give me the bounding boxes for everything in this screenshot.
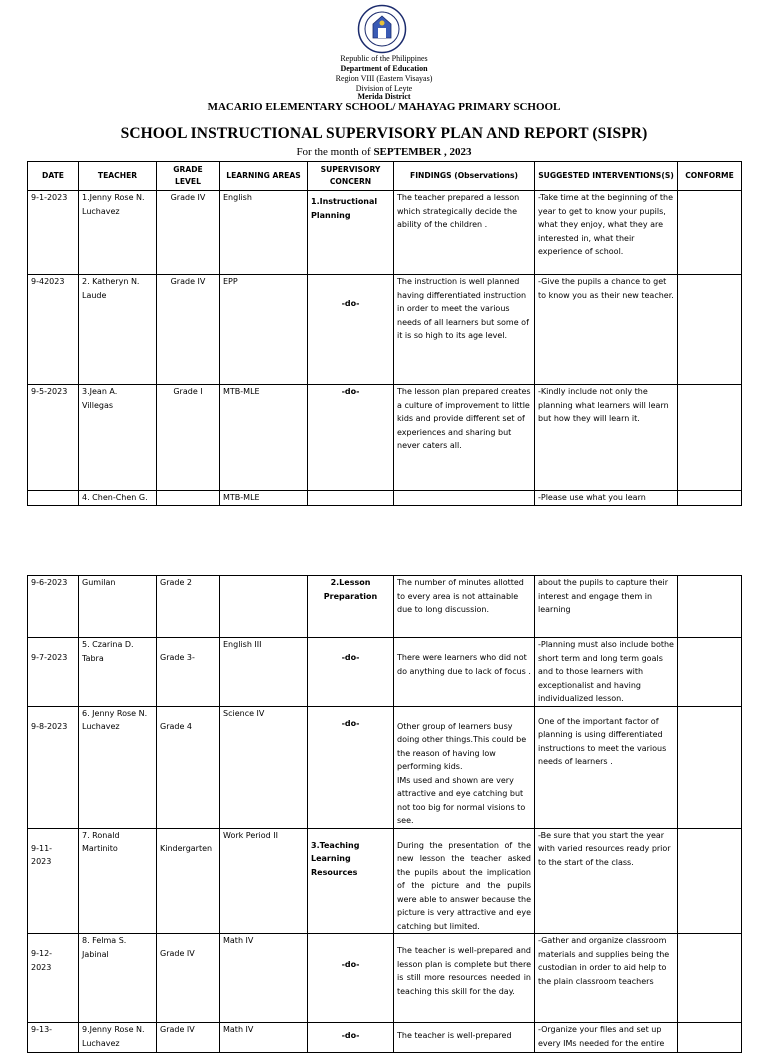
cell-teacher: 5. Czarina D. Tabra <box>79 638 157 707</box>
table-header-row <box>28 162 742 191</box>
cell-grade: Grade I <box>157 385 220 491</box>
cell-concern: -do- <box>308 385 394 491</box>
cell-teacher: 4. Chen-Chen G. <box>79 491 157 506</box>
district-line: Merida District <box>357 92 411 101</box>
table-row <box>28 191 742 275</box>
cell-interventions: -Gather and organize classroom materials and supplies being the custodian in order to aid help to the plain classroom teachers <box>535 934 678 1023</box>
cell-date: 9-1-2023 <box>28 191 79 275</box>
col-header-findings: FINDINGS (Observations) <box>394 162 535 191</box>
cell-concern: -do- <box>308 275 394 385</box>
cell-area <box>220 576 308 638</box>
cell-concern: -do- <box>308 1023 394 1053</box>
cell-area: English <box>220 191 308 275</box>
table-body-page-1 <box>28 191 742 506</box>
cell-conforme <box>678 828 742 934</box>
table-row <box>28 576 742 638</box>
cell-area: Work Period II <box>220 828 308 934</box>
cell-findings: The teacher is well-prepared and lesson plan is complete but there is still more resources needed in teaching this skill for the day. <box>394 934 535 1023</box>
sispr-table-page-2 <box>27 575 742 1053</box>
cell-teacher: 3.Jean A. Villegas <box>79 385 157 491</box>
department-line: Department of Education <box>340 64 428 73</box>
cell-area: EPP <box>220 275 308 385</box>
cell-interventions: -Be sure that you start the year with varied resources ready prior to the start of the class. <box>535 828 678 934</box>
cell-concern: -do- <box>308 934 394 1023</box>
cell-teacher: 8. Felma S. Jabinal <box>79 934 157 1023</box>
republic-line: Republic of the Philippines <box>340 54 428 63</box>
cell-date <box>28 491 79 506</box>
cell-teacher: 7. Ronald Martinito <box>79 828 157 934</box>
report-title: SCHOOL INSTRUCTIONAL SUPERVISORY PLAN AND REPORT (SISPR) <box>120 125 648 142</box>
cell-teacher: Gumilan <box>79 576 157 638</box>
cell-teacher: 6. Jenny Rose N. Luchavez <box>79 706 157 828</box>
cell-date: 9-12- 2023 <box>28 934 79 1023</box>
col-header-supervisory-concern: SUPERVISORY CONCERN <box>308 162 394 191</box>
cell-findings: There were learners who did not do anything due to lack of focus . <box>394 638 535 707</box>
col-header-learning-areas: LEARNING AREAS <box>220 162 308 191</box>
col-header-teacher: TEACHER <box>79 162 157 191</box>
table-row <box>28 706 742 828</box>
cell-grade: Grade IV <box>157 1023 220 1053</box>
cell-area: MTB-MLE <box>220 385 308 491</box>
cell-grade: Kindergarten <box>157 828 220 934</box>
col-header-interventions: SUGGESTED INTERVENTIONS(S) <box>535 162 678 191</box>
cell-area: Math IV <box>220 1023 308 1053</box>
cell-interventions: about the pupils to capture their interest and engage them in learning <box>535 576 678 638</box>
cell-grade: Grade 3- <box>157 638 220 707</box>
cell-concern: -do- <box>308 706 394 828</box>
cell-conforme <box>678 385 742 491</box>
cell-grade: Grade IV <box>157 934 220 1023</box>
cell-grade: Grade 4 <box>157 706 220 828</box>
cell-conforme <box>678 275 742 385</box>
cell-conforme <box>678 638 742 707</box>
region-line: Region VIII (Eastern Visayas) <box>335 74 433 83</box>
cell-grade <box>157 491 220 506</box>
cell-date: 9-42023 <box>28 275 79 385</box>
deped-seal-icon <box>357 4 407 54</box>
month-value: SEPTEMBER , 2023 <box>373 146 472 158</box>
cell-interventions: One of the important factor of planning is using differentiated instructions to meet the various needs of learners . <box>535 706 678 828</box>
report-month <box>0 146 768 158</box>
cell-date: 9-11- 2023 <box>28 828 79 934</box>
col-header-conforme: CONFORME <box>678 162 742 191</box>
cell-date: 9-6-2023 <box>28 576 79 638</box>
cell-date: 9-5-2023 <box>28 385 79 491</box>
cell-concern: 1.Instructional Planning <box>308 191 394 275</box>
cell-concern: -do- <box>308 638 394 707</box>
cell-conforme <box>678 491 742 506</box>
cell-conforme <box>678 934 742 1023</box>
table-row <box>28 385 742 491</box>
cell-findings: The number of minutes allotted to every area is not attainable due to long discussion. <box>394 576 535 638</box>
cell-conforme <box>678 706 742 828</box>
cell-findings <box>394 491 535 506</box>
cell-grade: Grade IV <box>157 275 220 385</box>
cell-interventions: -Planning must also include bothe short term and long term goals and to those learners with exceptionalist and having individualized lesson. <box>535 638 678 707</box>
table-row <box>28 1023 742 1053</box>
cell-area: Science IV <box>220 706 308 828</box>
cell-interventions: -Give the pupils a chance to get to know you as their new teacher. <box>535 275 678 385</box>
cell-date: 9-7-2023 <box>28 638 79 707</box>
cell-area: English III <box>220 638 308 707</box>
cell-teacher: 1.Jenny Rose N. Luchavez <box>79 191 157 275</box>
col-header-grade-level: GRADE LEVEL <box>157 162 220 191</box>
cell-teacher: 2. Katheryn N. Laude <box>79 275 157 385</box>
col-header-date: DATE <box>28 162 79 191</box>
cell-date: 9-8-2023 <box>28 706 79 828</box>
table-row <box>28 491 742 506</box>
table-row <box>28 638 742 707</box>
division-line: Division of Leyte <box>355 84 413 93</box>
table-row <box>28 934 742 1023</box>
cell-findings: The lesson plan prepared creates a culture of improvement to little kids and provide different set of experiences and sharing but never caters all. <box>394 385 535 491</box>
cell-findings: The teacher prepared a lesson which strategically decide the ability of the children . <box>394 191 535 275</box>
cell-grade: Grade IV <box>157 191 220 275</box>
month-prefix: For the month of <box>296 146 374 158</box>
cell-date: 9-13- <box>28 1023 79 1053</box>
cell-conforme <box>678 1023 742 1053</box>
cell-findings: Other group of learners busy doing other things.This could be the reason of having low performing kids. IMs used and shown are very attractive and eye catching but not too big for normal visions to see. <box>394 706 535 828</box>
cell-concern <box>308 491 394 506</box>
cell-teacher: 9.Jenny Rose N. Luchavez <box>79 1023 157 1053</box>
school-name: MACARIO ELEMENTARY SCHOOL/ MAHAYAG PRIMARY SCHOOL <box>207 101 561 113</box>
cell-interventions: -Organize your files and set up every IMs needed for the entire <box>535 1023 678 1053</box>
cell-interventions: -Take time at the beginning of the year to get to know your pupils, what they enjoy, what they are interested in, what their experience of school. <box>535 191 678 275</box>
cell-interventions: -Please use what you learn <box>535 491 678 506</box>
cell-findings: The teacher is well-prepared <box>394 1023 535 1053</box>
cell-concern: 3.Teaching Learning Resources <box>308 828 394 934</box>
cell-conforme <box>678 191 742 275</box>
cell-conforme <box>678 576 742 638</box>
table-body-page-2 <box>28 576 742 1053</box>
cell-concern: 2.Lesson Preparation <box>308 576 394 638</box>
cell-grade: Grade 2 <box>157 576 220 638</box>
cell-area: Math IV <box>220 934 308 1023</box>
table-row <box>28 275 742 385</box>
cell-findings: During the presentation of the new lesson the teacher asked the pupils about the implication of the picture and the pupils were able to answer because the picture is very attractive and eye catching but limited. <box>394 828 535 934</box>
cell-area: MTB-MLE <box>220 491 308 506</box>
cell-findings: The instruction is well planned having differentiated instruction in order to meet the various needs of all learners but some of it is so high to its age level. <box>394 275 535 385</box>
sispr-table-page-1 <box>27 161 742 506</box>
table-row <box>28 828 742 934</box>
cell-interventions: -Kindly include not only the planning what learners will learn but how they will learn it. <box>535 385 678 491</box>
